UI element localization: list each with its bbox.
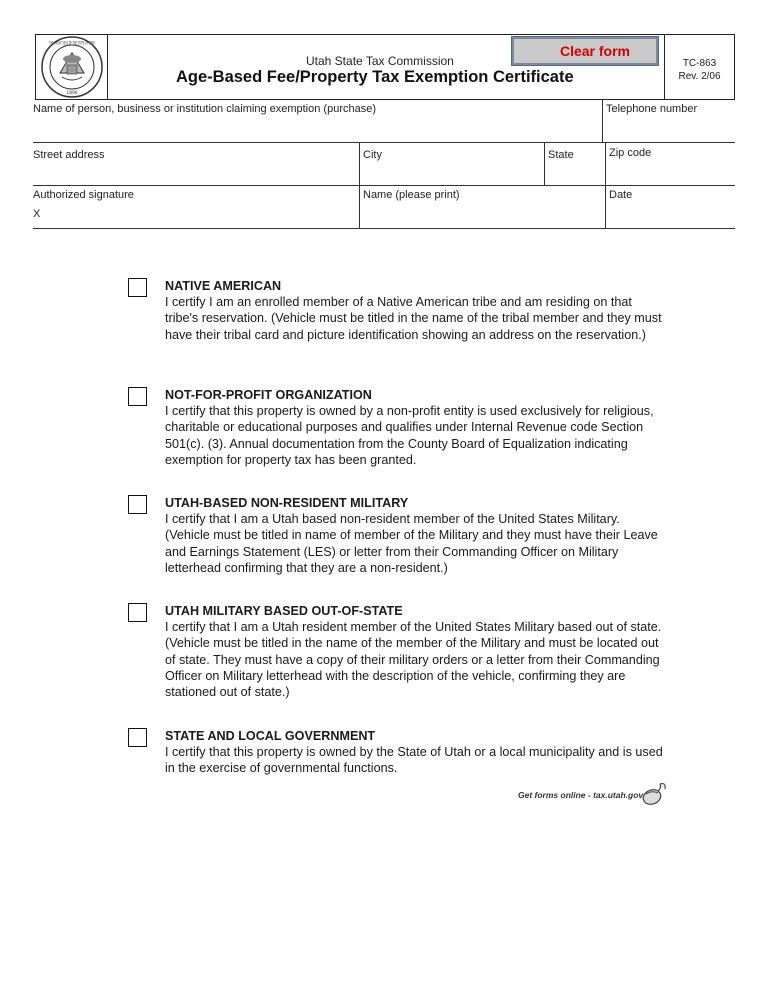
option-text xyxy=(165,278,665,343)
non-resident-military-checkbox[interactable] xyxy=(128,495,147,514)
option-heading: UTAH MILITARY BASED OUT-OF-STATE xyxy=(165,604,403,618)
get-forms-online-link[interactable]: Get forms online - tax.utah.gov xyxy=(518,790,644,800)
option-description: I certify that I am a Utah resident member of the United States Military based out of state. (Vehicle must be titled in the name of the member of the Military and must be located out of state. They must have a copy of their military orders or a letter from their Commanding Officer on Military letterhead with the description of the vehicle, confirming they are stationed out of state.) xyxy=(165,620,662,700)
option-heading: STATE AND LOCAL GOVERNMENT xyxy=(165,729,376,743)
seal-year: 1896 xyxy=(65,91,78,96)
street-field[interactable] xyxy=(33,143,359,185)
state-local-government-checkbox[interactable] xyxy=(128,728,147,747)
telephone-field[interactable] xyxy=(602,100,735,142)
not-for-profit-checkbox[interactable] xyxy=(128,387,147,406)
zip-field[interactable] xyxy=(605,143,735,185)
signature-field[interactable] xyxy=(33,186,359,228)
name-field[interactable] xyxy=(33,100,602,142)
form-title: Age-Based Fee/Property Tax Exemption Certificate xyxy=(176,68,574,86)
clear-form-button[interactable] xyxy=(512,37,658,65)
form-id-cell xyxy=(664,35,734,99)
option-description: I certify that I am a Utah based non-resident member of the United States Military. (Vehicle must be titled in name of member of the Military and they must have their Leave and Earnings Statement (LES) or letter from their Commanding Officer on Military letterhead confirming that they are a non-resident.) xyxy=(165,512,658,575)
name-label: Name of person, business or institution claiming exemption (purchase) xyxy=(33,103,376,115)
utah-state-seal-icon xyxy=(40,35,139,99)
state-label: State xyxy=(548,149,574,161)
clear-form-label: Clear form xyxy=(559,43,631,59)
state-field[interactable] xyxy=(544,143,605,185)
print-name-label: Name (please print) xyxy=(363,189,460,201)
form-header xyxy=(35,34,735,100)
military-out-of-state-checkbox[interactable] xyxy=(128,603,147,622)
date-field[interactable] xyxy=(605,186,735,228)
print-name-field[interactable] xyxy=(359,186,605,228)
seal-top-text: THE GREAT SEAL OF THE STATE OF UTAH xyxy=(48,41,139,47)
option-text xyxy=(165,728,665,777)
field-row-address xyxy=(33,143,735,186)
applicant-fields xyxy=(33,100,735,229)
signature-x-mark: X xyxy=(33,208,41,220)
form-number: TC-863 xyxy=(682,58,717,69)
option-description: I certify that this property is owned by a non-profit entity is used exclusively for religious, charitable or educational purposes and qualifies under Internal Revenue code Section 501(c). (3). Annual documentation from the County Board of Equalization indicating exemption for property tax has been granted. xyxy=(165,404,654,467)
city-label: City xyxy=(363,149,382,161)
option-heading: NOT-FOR-PROFIT ORGANIZATION xyxy=(165,388,372,402)
field-row-name xyxy=(33,100,735,143)
option-heading: UTAH-BASED NON-RESIDENT MILITARY xyxy=(165,496,409,510)
telephone-label: Telephone number xyxy=(606,103,698,115)
option-text xyxy=(165,603,665,700)
zip-label: Zip code xyxy=(609,147,652,159)
street-label: Street address xyxy=(33,149,105,161)
city-field[interactable] xyxy=(359,143,544,185)
date-label: Date xyxy=(609,189,633,201)
seal-cell xyxy=(36,35,139,99)
field-row-signature xyxy=(33,186,735,229)
option-heading: NATIVE AMERICAN xyxy=(165,279,282,293)
option-text xyxy=(165,387,665,468)
option-text xyxy=(165,495,665,576)
native-american-checkbox[interactable] xyxy=(128,278,147,297)
signature-label: Authorized signature xyxy=(33,189,134,201)
agency-name: Utah State Tax Commission xyxy=(306,54,454,68)
option-description: I certify that this property is owned by the State of Utah or a local municipality and is used in the exercise of governmental functions. xyxy=(165,745,663,776)
form-revision: Rev. 2/06 xyxy=(678,71,721,82)
option-description: I certify I am an enrolled member of a Native American tribe and am residing on that tribe's reservation. (Vehicle must be titled in the name of the tribal member and they must have their tribal card and picture identification showing an address on the reservation.) xyxy=(165,295,662,342)
computer-mouse-icon xyxy=(640,781,668,807)
